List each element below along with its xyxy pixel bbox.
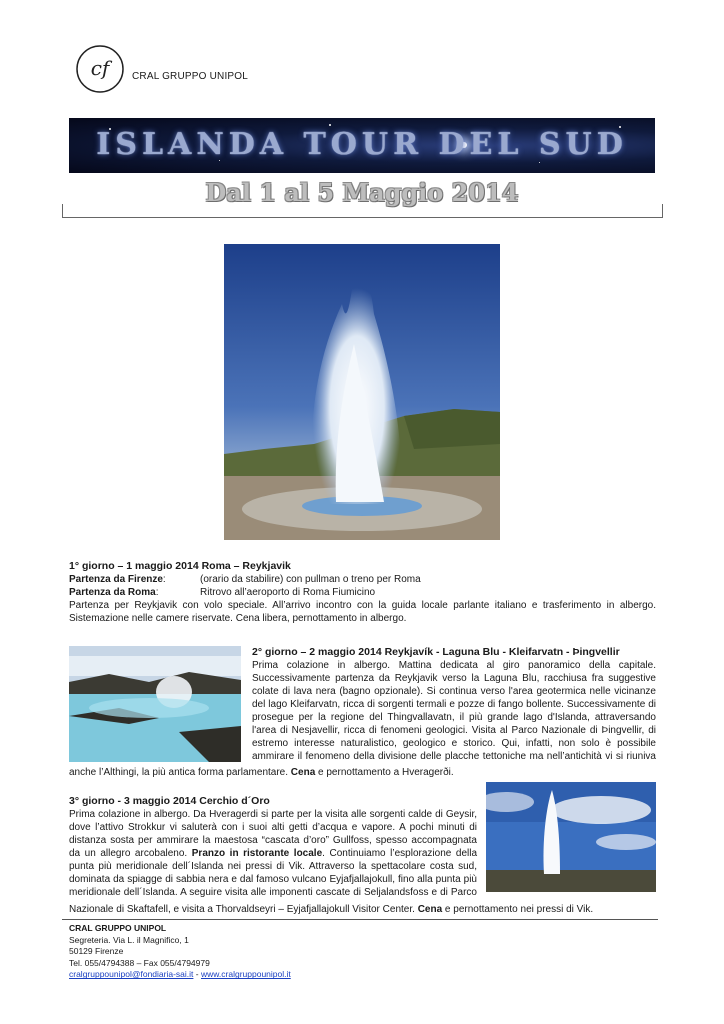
blue-lagoon-photo (69, 646, 241, 762)
cral-logo (75, 44, 125, 94)
org-name: CRAL GRUPPO UNIPOL (132, 71, 249, 82)
title-banner (69, 118, 655, 173)
day2-description: Prima colazione in albergo. Mattina dedicata al giro panoramico della capitale. Successivamente partenza da Reykjavik verso la Laguna Blu, racchiusa fra suggestive colate di lava nera (bagno opzionale). Si continua verso l'area geotermica nelle vicinanze del lago Kleifarvatn, ricca di sorgenti termali e pozze di fango bollente. Successivamente di prosegue per la regione del Thingvallavatn, il più grande lago d'Islanda, attraversando l'area di Nesjavellir, ricca di fenomeni geologici. Visita al Parco Nazionale di Þingvellir, di estremo interesse naturalistico, geologico e storico. Qui, infatti, non solo è possibile ammirare il fenomeno della divisione delle placche tettoniche ma nell’antichità vi si riuniva (252, 660, 656, 762)
banner-title: ISLANDA TOUR DEL SUD (96, 127, 628, 162)
departure-rome-value: Ritrovo all’aeroporto di Roma Fiumicino (200, 587, 376, 598)
departure-florence-label: Partenza da Firenze (69, 574, 163, 585)
logo-letters: cf (90, 56, 110, 80)
day1-description: Partenza per Reykjavik con volo speciale. All’arrivo incontro con la guida locale parlante italiano e trasferimento in albergo. Sistemazione nelle camere riservate. Cena libera, pernottamento in albergo. (69, 600, 656, 624)
trip-dates: Dal 1 al 5 Maggio 2014 (205, 178, 519, 207)
footer-city: 50129 Firenze (69, 946, 124, 957)
footer: CRAL GRUPPO UNIPOL Segreteria. Via L. il Magnifico, 1 50129 Firenze Tel. 055/4794388 – Fax 055/4794979 cralgruppounipol@fondiaria-sai.it - www.cralgruppounipol.it (69, 923, 291, 980)
header-divider (62, 204, 663, 218)
departure-florence-value: (orario da stabilire) con pullman o treno per Roma (200, 574, 421, 585)
day3-closing: Nazionale di Skaftafell, e visita a Thorvaldseyri – Eyjafjallajokull Visitor Center. Cena e pernottamento nei pressi di Vik. (69, 904, 594, 915)
strokkur-photo (486, 782, 656, 892)
footer-phone: Tel. 055/4794388 – Fax 055/4794979 (69, 957, 210, 968)
footer-divider (62, 919, 658, 920)
day3-title: 3° giorno - 3 maggio 2014 Cerchio d´Oro (69, 795, 270, 807)
footer-org-name: CRAL GRUPPO UNIPOL (69, 923, 167, 933)
footer-website-link[interactable]: www.cralgruppounipol.it (200, 969, 291, 980)
footer-address: Segreteria. Via L. il Magnifico, 1 (69, 934, 189, 945)
day3-description: Prima colazione in albergo. Da Hveragerdi si parte per la visita alle sorgenti calde di Geysir, dove l’attivo Strokkur vi saluterà con i suoi alti getti d’acqua e vapore. A pochi minuti di distanza sosta per ammirare la maestosa “cascata d’oro” Gullfoss, spesso accompagnata da un allegro arcobaleno. Pranzo in ristorante locale. Continuiamo l’esplorazione della punta più meridionale dell´Islanda nei pressi di Vik. Attraverso la spettacolare costa sud, dominata da spiagge di sabbia nera e dal famoso vulcano Eyjafjallajokull, fino alla punta più meridionale dell´Islanda. A seguire visita alle imponenti cascate di Seljalandsfoss e di Parco (69, 809, 478, 898)
day1-title: 1° giorno – 1 maggio 2014 Roma – Reykjavik (69, 560, 291, 572)
geyser-photo (224, 244, 500, 540)
day2-title: 2° giorno – 2 maggio 2014 Reykjavík - Laguna Blu - Kleifarvatn - Þingvellir (252, 646, 620, 658)
day2-closing: anche l’Althingi, la più antica forma parlamentare. Cena e pernottamento a Hveragerði. (69, 767, 454, 778)
footer-email-link[interactable]: cralgruppounipol@fondiaria-sai.it (69, 969, 194, 980)
departure-rome-label: Partenza da Roma (69, 587, 156, 598)
